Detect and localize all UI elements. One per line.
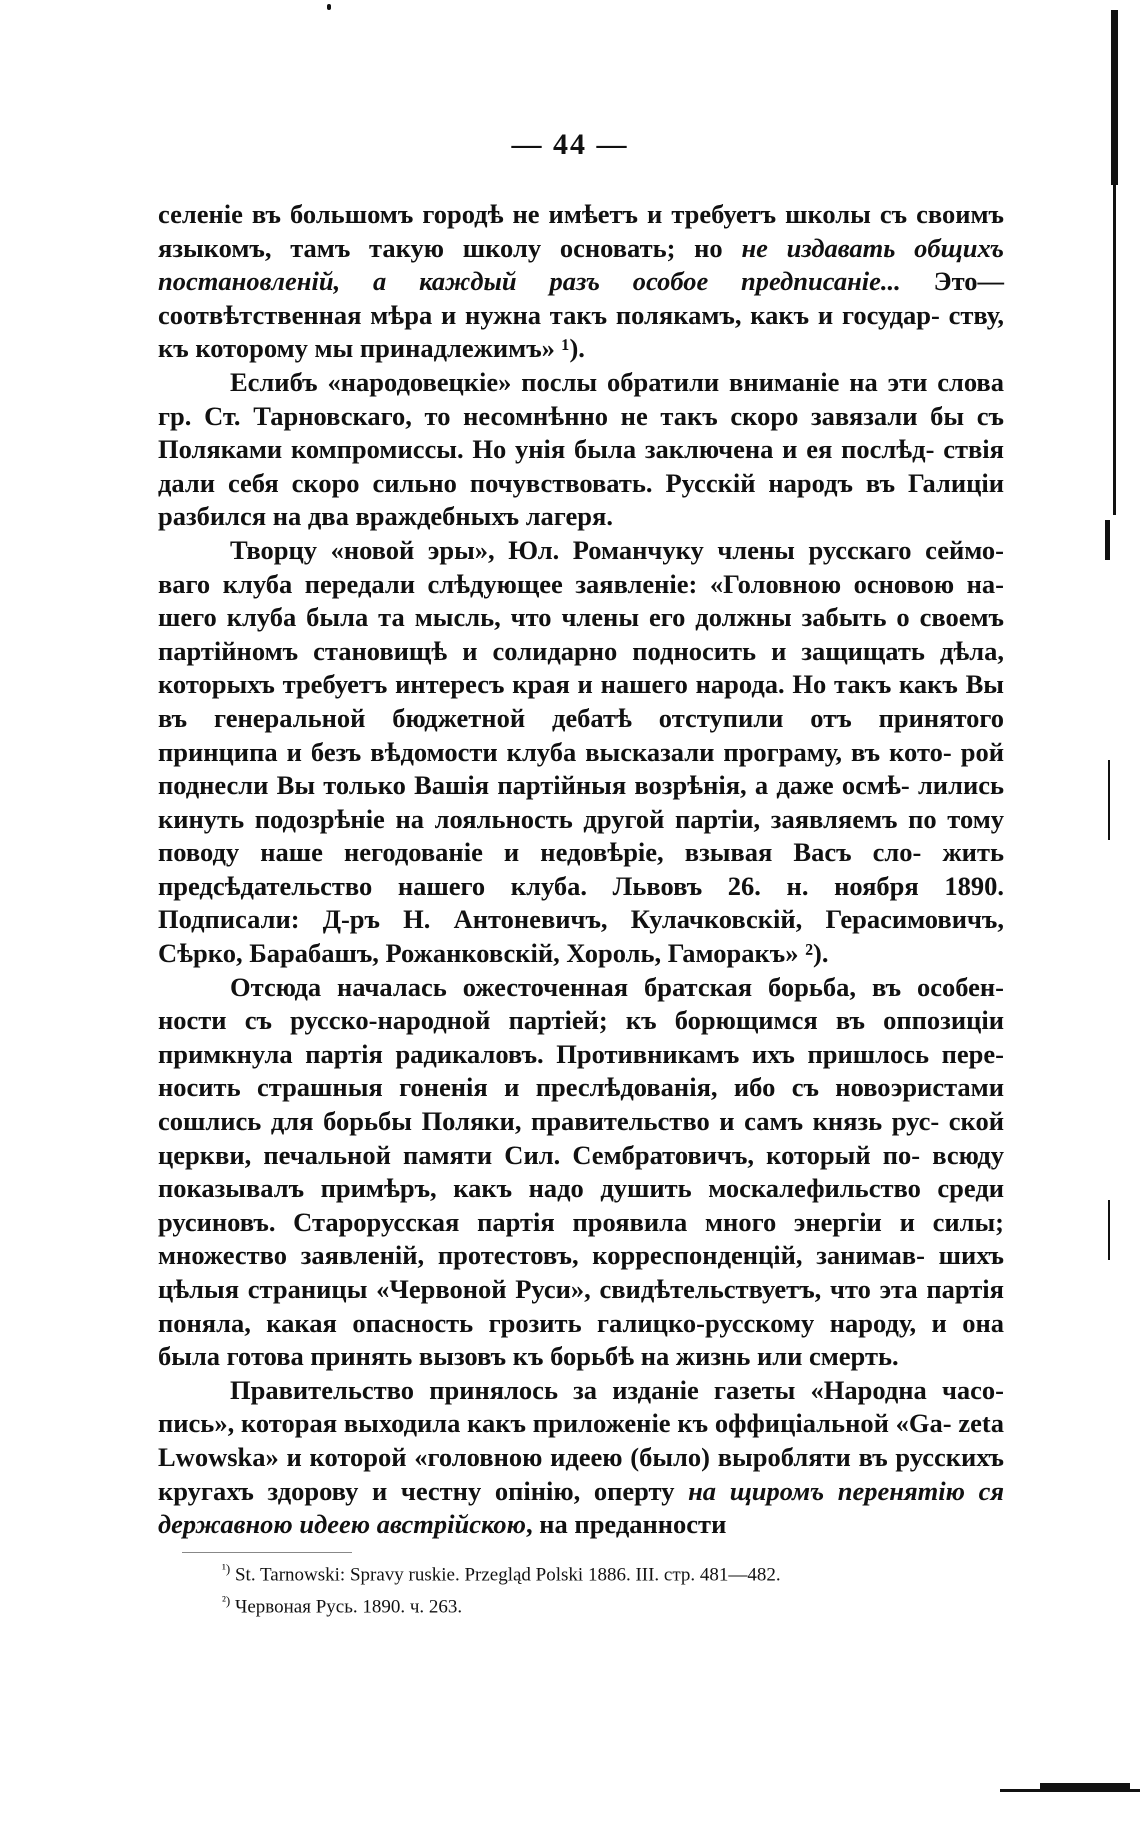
footnote-divider	[182, 1552, 352, 1553]
text-run: селеніе въ большомъ городѣ не имѣетъ и требуетъ школы съ своимъ языкомъ, тамъ такую школу основать; но	[158, 199, 1004, 263]
page-edge-shadow	[1108, 760, 1110, 840]
main-text	[158, 198, 1004, 1542]
footnote-text: Червоная Русь. 1890. ч. 263.	[230, 1596, 463, 1618]
paragraph	[158, 366, 1004, 534]
text-run: , на преданности	[526, 1509, 727, 1540]
footnote	[222, 1556, 982, 1588]
footnote	[222, 1588, 982, 1620]
footnotes	[222, 1556, 982, 1621]
page-edge-shadow	[1111, 10, 1118, 185]
paragraph	[158, 971, 1004, 1374]
footnote-mark: ²)	[222, 1593, 231, 1609]
text-run: Отсюда началась ожесточенная братская борьба, въ особен- ности съ русско-народной партіей; къ борющимся въ оппозиціи примкнула партія радикаловъ. Противникамъ ихъ пришлось пере- носить страшныя гоненія и преслѣдованія, ибо съ новоэристами сошлись для борьбы Поляки, правительство и самъ князь рус- ской церкви, печальной памяти Сил. Сембратовичъ, который по- всюду показывалъ примѣръ, какъ надо душить москалефильство среди русиновъ. Старорусская партія проявила много энергіи и силы; множество заявленій, протестовъ, корреспонденцій, занимав- шихъ цѣлыя страницы «Червоной Руси», свидѣтельствуетъ, что эта партія поняла, какая опасность грозить галицко-русскому народу, и она была готова принять вызовъ къ борьбѣ на жизнь или смерть.	[158, 971, 1004, 1372]
text-run: Творцу «новой эры», Юл. Романчуку члены русскаго сеймо- ваго клуба передали слѣдующее заявленіе: «Головною основою на- шего клуба была та мысль, что члены его должны забыть о своемъ партійномъ становищѣ и солидарно подносить и защищать дѣла, которыхъ требуетъ интересъ края и нашего народа. Но такъ какъ Вы въ генеральной бюджетной дебатѣ отступили отъ принятого принципа и безъ вѣдомости клуба высказали програму, въ кото- рой поднесли Вы только Вашія партійныя возрѣнія, а даже осмѣ- лились кинуть подозрѣніе на лояльность другой партіи, заявляемъ по тому поводу наше негодованіе и недовѣріе, взывая Васъ сло- жить предсѣдательство нашего клуба. Львовъ 26. н. ноября 1890. Подписали: Д-ръ Н. Антоневичъ, Кулачковскій, Герасимовичъ, Сѣрко, Барабашъ, Рожанковскій, Хороль, Гаморакъ» ²).	[158, 534, 1004, 969]
page-edge-shadow	[1113, 185, 1116, 515]
footnote-text: St. Tarnowski: Spravy ruskie. Przegląd Polski 1886. III. стр. 481—482.	[230, 1564, 781, 1586]
italic-text: не издавать общихъ постановленій, а каждый разъ особое предписаніе...	[158, 232, 1004, 297]
page-edge-shadow	[1105, 520, 1110, 560]
footnote-mark: ¹)	[222, 1561, 231, 1576]
page-edge-shadow	[1108, 1200, 1110, 1260]
paragraph	[158, 534, 1004, 971]
italic-text: на щиромъ перенятію ся державною идеею австрійскою	[158, 1475, 1004, 1540]
text-run: Еслибъ «народовецкіе» послы обратили вниманіе на эти слова гр. Ст. Тарновскаго, то несомнѣнно не такъ скоро завязали бы съ Поляками компромиссы. Но унія была заключена и ея послѣд- ствія дали себя скоро сильно почувствовать. Русскій народъ въ Галиціи разбился на два враждебныхъ лагеря.	[158, 366, 1004, 532]
page-corner-mark	[327, 4, 331, 10]
text-run: Правительство принялось за изданіе газеты «Народна часо- пись», которая выходила какъ приложеніе къ оффиціальной «Ga- zeta Lwowska» и которой «головною идеею (было) выробляти въ русскихъ кругахъ здорову и честну опінію, оперту	[158, 1374, 1004, 1506]
page-edge-shadow	[1000, 1789, 1140, 1792]
page-number: — 44 —	[511, 128, 629, 161]
paragraph	[158, 1374, 1004, 1542]
text-run: Это—соотвѣтственная мѣра и нужна такъ полякамъ, какъ и государ- ству, къ которому мы принадлежимъ» ¹).	[158, 266, 1004, 364]
paragraph	[158, 198, 1004, 366]
